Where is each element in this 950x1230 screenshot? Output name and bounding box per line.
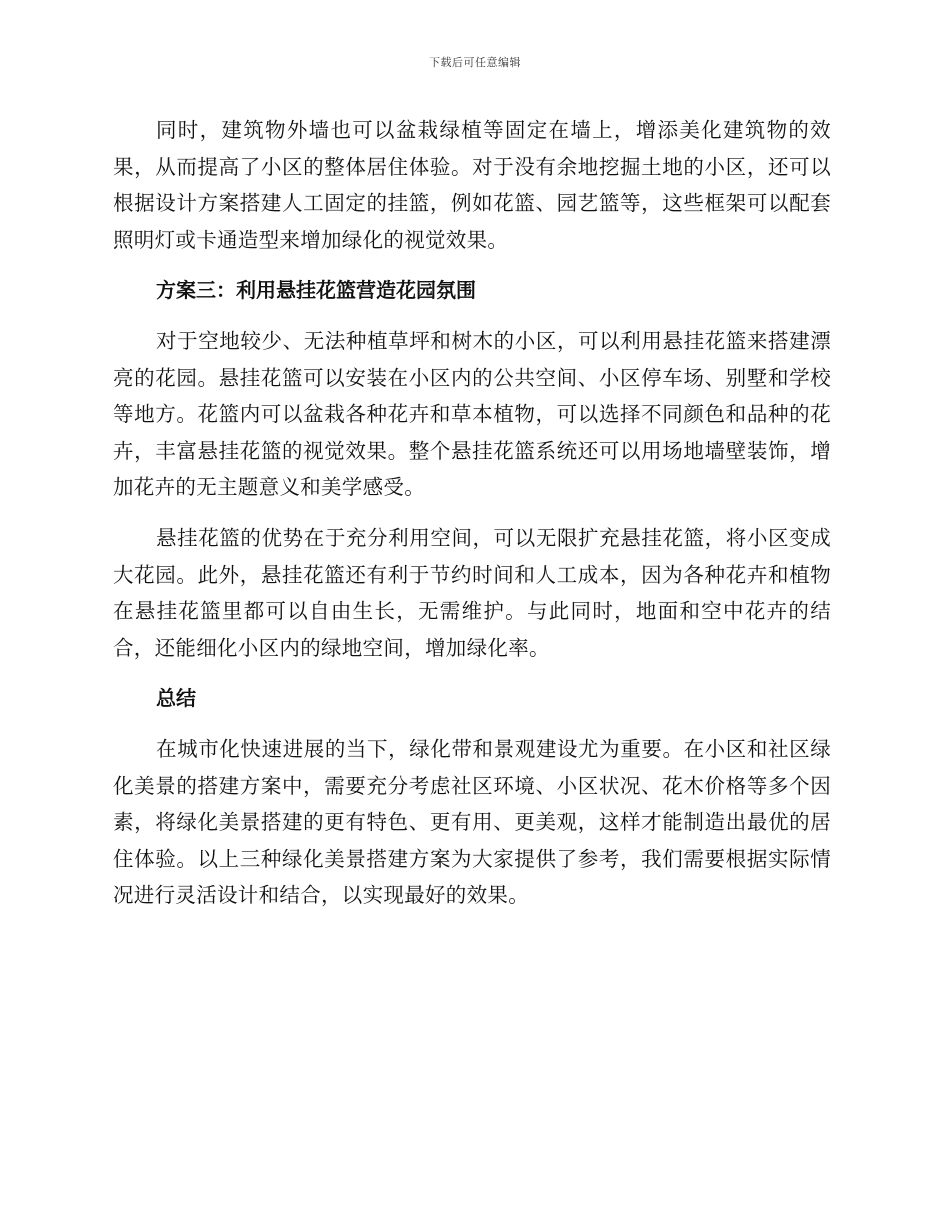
- paragraph-4: 在城市化快速进展的当下，绿化带和景观建设尤为重要。在小区和社区绿化美景的搭建方案中，需要充分考虑社区环境、小区状况、花木价格等多个因素，将绿化美景搭建的更有特色、更有用、更美观，这样才能制造出最优的居住体验。以上三种绿化美景搭建方案为大家提供了参考，我们需要根据实际情况进行灵活设计和结合，以实现最好的效果。: [113, 736, 831, 908]
- document-body: [113, 112, 831, 928]
- paragraph-3: 悬挂花篮的优势在于充分利用空间，可以无限扩充悬挂花篮，将小区变成大花园。此外，悬挂花篮还有利于节约时间和人工成本，因为各种花卉和植物在悬挂花篮里都可以自由生长，无需维护。与此同时，地面和空中花卉的结合，还能细化小区内的绿地空间，增加绿化率。: [113, 525, 831, 660]
- section-heading-plan-three: 方案三：利用悬挂花篮营造花园氛围: [156, 278, 476, 303]
- paragraph-1: 同时，建筑物外墙也可以盆栽绿植等固定在墙上，增添美化建筑物的效果，从而提高了小区的整体居住体验。对于没有余地挖掘土地的小区，还可以根据设计方案搭建人工固定的挂篮，例如花篮、园艺篮等，这些框架可以配套照明灯或卡通造型来增加绿化的视觉效果。: [113, 118, 831, 252]
- page-header: 下载后可任意编辑: [429, 56, 521, 69]
- paragraph-2: 对于空地较少、无法种植草坪和树木的小区，可以利用悬挂花篮来搭建漂亮的花园。悬挂花篮可以安装在小区内的公共空间、小区停车场、别墅和学校等地方。花篮内可以盆栽各种花卉和草本植物，可以选择不同颜色和品种的花卉，丰富悬挂花篮的视觉效果。整个悬挂花篮系统还可以用场地墙壁装饰，增加花卉的无主题意义和美学感受。: [113, 328, 831, 500]
- section-heading-summary: 总结: [156, 686, 196, 711]
